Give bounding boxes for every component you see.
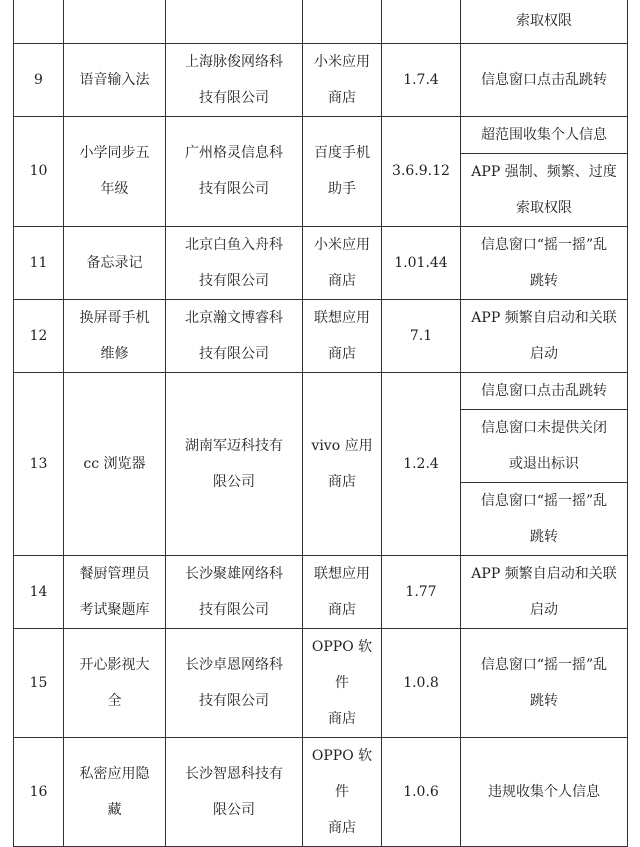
company-cell: 北京瀚文博睿科 技有限公司 — [166, 299, 303, 372]
issue-list — [461, 300, 627, 372]
table-row — [14, 372, 628, 555]
no-cell: 16 — [14, 737, 64, 846]
issue-item: APP 强制、频繁、过度 索取权限 — [471, 163, 617, 216]
store-cell: 联想应用 商店 — [303, 555, 382, 628]
table-row — [14, 737, 628, 846]
issue-list — [461, 117, 627, 226]
partial-top-row — [14, 0, 628, 43]
store-cell: 小米应用 商店 — [303, 226, 382, 299]
company-cell: 长沙聚雄网络科 技有限公司 — [166, 555, 303, 628]
issue-item: 信息窗口“摇一摇”乱 跳转 — [480, 492, 608, 545]
company-cell: 北京白鱼入舟科 技有限公司 — [166, 226, 303, 299]
store-cell: 百度手机 助手 — [303, 116, 382, 226]
store-cell: 小米应用 商店 — [303, 43, 382, 116]
app-name-cell: 语音输入法 — [64, 43, 166, 116]
issue-item: 违规收集个人信息 — [488, 783, 600, 800]
no-cell: 15 — [14, 628, 64, 737]
app-name-cell: 私密应用隐 藏 — [64, 737, 166, 846]
issue-list — [461, 629, 627, 737]
table-row — [14, 299, 628, 372]
version-cell: 1.7.4 — [382, 43, 461, 116]
issue-list — [461, 738, 627, 846]
no-cell: 12 — [14, 299, 64, 372]
issue-item: APP 频繁自启动和关联 启动 — [471, 565, 617, 618]
table-body — [14, 0, 628, 846]
issues-cell — [461, 628, 628, 737]
store-cell: 联想应用 商店 — [303, 299, 382, 372]
store-cell: vivo 应用 商店 — [303, 372, 382, 555]
version-cell: 7.1 — [382, 299, 461, 372]
app-name-cell: 开心影视大 全 — [64, 628, 166, 737]
store-cell: OPPO 软件 商店 — [303, 737, 382, 846]
app-name-cell: 餐厨管理员 考试聚题库 — [64, 555, 166, 628]
company-cell: 湖南军迈科技有 限公司 — [166, 372, 303, 555]
issue-cell: 索取权限 — [461, 0, 628, 43]
version-cell: 1.2.4 — [382, 372, 461, 555]
issues-cell — [461, 299, 628, 372]
company-cell: 上海脉俊网络科 技有限公司 — [166, 43, 303, 116]
issue-list — [461, 373, 627, 555]
app-name-cell: cc 浏览器 — [64, 372, 166, 555]
no-cell: 11 — [14, 226, 64, 299]
no-cell: 9 — [14, 43, 64, 116]
issue-item: APP 频繁自启动和关联 启动 — [471, 309, 617, 362]
table-row — [14, 628, 628, 737]
app-cell — [64, 0, 166, 43]
app-name-cell: 换屏哥手机 维修 — [64, 299, 166, 372]
store-cell: OPPO 软件 商店 — [303, 628, 382, 737]
issue-item: 超范围收集个人信息 — [461, 117, 627, 154]
issue-item: 信息窗口未提供关闭 或退出标识 — [461, 410, 627, 483]
no-cell: 10 — [14, 116, 64, 226]
issue-item: 信息窗口“摇一摇”乱 跳转 — [480, 656, 608, 709]
issues-cell — [461, 43, 628, 116]
issues-cell — [461, 226, 628, 299]
company-cell — [166, 0, 303, 43]
issues-cell — [461, 737, 628, 846]
issues-cell — [461, 555, 628, 628]
app-name-cell: 小学同步五 年级 — [64, 116, 166, 226]
version-cell: 1.0.8 — [382, 628, 461, 737]
version-cell: 3.6.9.12 — [382, 116, 461, 226]
issues-cell — [461, 116, 628, 226]
issue-item: 信息窗口点击乱跳转 — [481, 71, 607, 88]
version-cell: 1.77 — [382, 555, 461, 628]
table-row — [14, 226, 628, 299]
issue-list — [461, 227, 627, 299]
company-cell: 长沙智恩科技有 限公司 — [166, 737, 303, 846]
company-cell: 长沙卓恩网络科 技有限公司 — [166, 628, 303, 737]
company-cell: 广州格灵信息科 技有限公司 — [166, 116, 303, 226]
store-cell — [303, 0, 382, 43]
version-cell: 1.0.6 — [382, 737, 461, 846]
version-cell — [382, 0, 461, 43]
table-row — [14, 555, 628, 628]
issue-item: 信息窗口“摇一摇”乱 跳转 — [480, 236, 608, 289]
no-cell — [14, 0, 64, 43]
issue-list — [461, 44, 627, 116]
issue-item: 信息窗口点击乱跳转 — [461, 373, 627, 410]
version-cell: 1.01.44 — [382, 226, 461, 299]
violations-table — [13, 0, 628, 847]
app-name-cell: 备忘录记 — [64, 226, 166, 299]
issue-list — [461, 556, 627, 628]
no-cell: 13 — [14, 372, 64, 555]
no-cell: 14 — [14, 555, 64, 628]
table-row — [14, 43, 628, 116]
issues-cell — [461, 372, 628, 555]
table-row — [14, 116, 628, 226]
